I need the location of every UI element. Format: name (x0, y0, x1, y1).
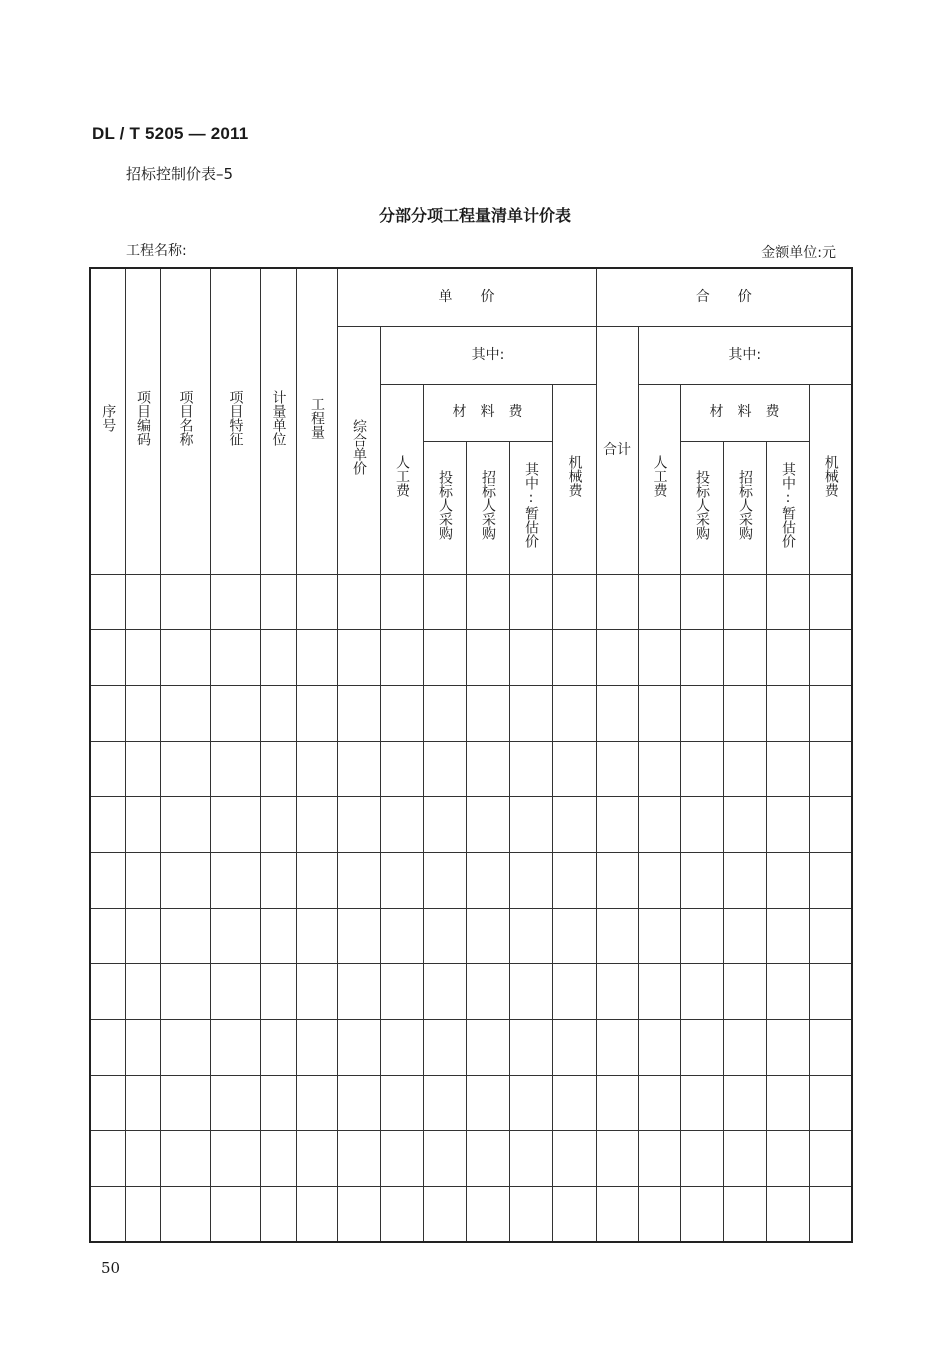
cell-total-machine (809, 964, 852, 1020)
cell-unit-est (509, 1075, 552, 1131)
cell-unit (260, 1131, 296, 1187)
cell-unit-tenderee (466, 964, 509, 1020)
cell-total-est (766, 741, 809, 797)
cell-unit-bidder (423, 852, 466, 908)
pricing-table (89, 267, 853, 1243)
cell-code (125, 1187, 160, 1243)
cell-unit-comp (337, 1131, 380, 1187)
cell-unit-labor (380, 1187, 423, 1243)
cell-unit-machine (552, 630, 596, 686)
cell-unit-bidder (423, 964, 466, 1020)
cell-unit-est (509, 630, 552, 686)
cell-name (160, 741, 210, 797)
project-name-label: 工程名称: (126, 243, 187, 259)
cell-name (160, 630, 210, 686)
cell-name (160, 1187, 210, 1243)
cell-qty (296, 1020, 337, 1076)
cell-total-machine (809, 1131, 852, 1187)
cell-total-est (766, 574, 809, 630)
cell-total-machine (809, 797, 852, 853)
cell-total-est (766, 908, 809, 964)
cell-unit-bidder (423, 685, 466, 741)
cell-feature (210, 1131, 260, 1187)
table-header (90, 268, 852, 574)
col-group-total-of-which: 其中: (638, 326, 852, 384)
table-row (90, 964, 852, 1020)
table-row (90, 574, 852, 630)
cell-seq (90, 574, 125, 630)
cell-total-est (766, 1020, 809, 1076)
col-header-unit-labor: 人工费 (380, 384, 423, 574)
cell-unit-comp (337, 574, 380, 630)
cell-feature (210, 852, 260, 908)
cell-total-machine (809, 685, 852, 741)
table-row (90, 630, 852, 686)
cell-total-tenderee (723, 797, 766, 853)
cell-total-machine (809, 630, 852, 686)
page-title: 分部分项工程量清单计价表 (378, 206, 571, 225)
cell-total-est (766, 852, 809, 908)
cell-total-sum (596, 1131, 638, 1187)
cell-total-est (766, 630, 809, 686)
cell-total-est (766, 685, 809, 741)
cell-unit-comp (337, 852, 380, 908)
cell-unit-bidder (423, 630, 466, 686)
cell-total-sum (596, 630, 638, 686)
cell-unit-est (509, 908, 552, 964)
cell-qty (296, 630, 337, 686)
cell-feature (210, 1075, 260, 1131)
cell-total-labor (638, 574, 680, 630)
col-header-name: 项目名称 (160, 268, 210, 574)
table-row (90, 685, 852, 741)
col-group-unit-material: 材 料 费 (423, 384, 552, 441)
cell-code (125, 797, 160, 853)
cell-unit-comp (337, 630, 380, 686)
cell-unit-bidder (423, 1131, 466, 1187)
cell-total-labor (638, 908, 680, 964)
cell-total-tenderee (723, 964, 766, 1020)
cell-seq (90, 797, 125, 853)
cell-code (125, 1020, 160, 1076)
cell-total-bidder (680, 630, 723, 686)
cell-total-sum (596, 852, 638, 908)
cell-unit (260, 741, 296, 797)
cell-unit-bidder (423, 1187, 466, 1243)
cell-total-bidder (680, 1075, 723, 1131)
cell-unit-est (509, 1131, 552, 1187)
cell-total-bidder (680, 1131, 723, 1187)
cell-total-labor (638, 685, 680, 741)
cell-code (125, 852, 160, 908)
cell-seq (90, 964, 125, 1020)
cell-qty (296, 685, 337, 741)
cell-total-est (766, 1075, 809, 1131)
cell-feature (210, 797, 260, 853)
cell-unit (260, 964, 296, 1020)
cell-total-bidder (680, 797, 723, 853)
col-header-total-sum: 合计 (596, 326, 638, 574)
cell-unit-machine (552, 1131, 596, 1187)
cell-unit (260, 1020, 296, 1076)
cell-feature (210, 741, 260, 797)
cell-unit-est (509, 1187, 552, 1243)
cell-total-machine (809, 852, 852, 908)
cell-total-tenderee (723, 852, 766, 908)
col-header-total-labor: 人工费 (638, 384, 680, 574)
col-header-code: 项目编码 (125, 268, 160, 574)
cell-total-sum (596, 797, 638, 853)
cell-feature (210, 1187, 260, 1243)
table-row (90, 852, 852, 908)
cell-total-tenderee (723, 685, 766, 741)
cell-code (125, 630, 160, 686)
cell-total-tenderee (723, 630, 766, 686)
col-header-unit: 计量单位 (260, 268, 296, 574)
table-row (90, 741, 852, 797)
cell-unit-est (509, 685, 552, 741)
cell-unit-bidder (423, 741, 466, 797)
cell-total-tenderee (723, 908, 766, 964)
cell-unit-tenderee (466, 574, 509, 630)
cell-unit-comp (337, 964, 380, 1020)
cell-unit-labor (380, 1075, 423, 1131)
cell-seq (90, 685, 125, 741)
cell-unit-bidder (423, 1020, 466, 1076)
cell-unit-labor (380, 852, 423, 908)
cell-unit-machine (552, 1075, 596, 1131)
cell-total-bidder (680, 1020, 723, 1076)
cell-total-bidder (680, 908, 723, 964)
cell-unit (260, 574, 296, 630)
cell-unit-est (509, 964, 552, 1020)
cell-unit-bidder (423, 1075, 466, 1131)
cell-qty (296, 1187, 337, 1243)
cell-seq (90, 630, 125, 686)
cell-total-sum (596, 1187, 638, 1243)
col-group-total-material: 材 料 费 (680, 384, 809, 441)
cell-unit-tenderee (466, 1020, 509, 1076)
cell-seq (90, 1187, 125, 1243)
cell-total-labor (638, 797, 680, 853)
table-row (90, 797, 852, 853)
cell-unit-tenderee (466, 797, 509, 853)
cell-seq (90, 1075, 125, 1131)
cell-total-sum (596, 1075, 638, 1131)
cell-seq (90, 1131, 125, 1187)
col-header-total-tenderee: 招标人采购 (723, 441, 766, 574)
cell-unit-bidder (423, 574, 466, 630)
cell-unit-machine (552, 908, 596, 964)
cell-total-machine (809, 1187, 852, 1243)
cell-unit (260, 685, 296, 741)
cell-unit-labor (380, 964, 423, 1020)
cell-unit-labor (380, 574, 423, 630)
cell-name (160, 852, 210, 908)
cell-unit-labor (380, 630, 423, 686)
table-row (90, 1020, 852, 1076)
cell-seq (90, 1020, 125, 1076)
col-header-unit-bidder: 投标人采购 (423, 441, 466, 574)
cell-unit-labor (380, 1020, 423, 1076)
cell-total-bidder (680, 852, 723, 908)
cell-total-bidder (680, 964, 723, 1020)
cell-total-tenderee (723, 1075, 766, 1131)
cell-total-sum (596, 964, 638, 1020)
cell-code (125, 741, 160, 797)
cell-total-labor (638, 741, 680, 797)
cell-feature (210, 964, 260, 1020)
cell-name (160, 1020, 210, 1076)
cell-unit-comp (337, 685, 380, 741)
cell-unit-comp (337, 1187, 380, 1243)
col-header-total-machine: 机械费 (809, 384, 852, 574)
cell-unit-labor (380, 908, 423, 964)
cell-unit-tenderee (466, 908, 509, 964)
cell-total-est (766, 964, 809, 1020)
cell-total-tenderee (723, 741, 766, 797)
cell-total-labor (638, 852, 680, 908)
cell-seq (90, 741, 125, 797)
cell-unit-machine (552, 574, 596, 630)
cell-total-labor (638, 1075, 680, 1131)
col-header-total-bidder: 投标人采购 (680, 441, 723, 574)
cell-unit-machine (552, 741, 596, 797)
cell-unit-machine (552, 685, 596, 741)
cell-unit-tenderee (466, 1075, 509, 1131)
cell-total-bidder (680, 685, 723, 741)
table-row (90, 1187, 852, 1243)
cell-unit-est (509, 1020, 552, 1076)
cell-unit-tenderee (466, 630, 509, 686)
cell-unit-bidder (423, 797, 466, 853)
cell-feature (210, 574, 260, 630)
cell-unit-comp (337, 797, 380, 853)
cell-code (125, 1131, 160, 1187)
cell-name (160, 1075, 210, 1131)
col-header-unit-machine: 机械费 (552, 384, 596, 574)
cell-unit-est (509, 741, 552, 797)
cell-code (125, 1075, 160, 1131)
cell-qty (296, 797, 337, 853)
table-body (90, 574, 852, 1242)
col-header-unit-est: 其中:暂估价 (509, 441, 552, 574)
col-header-total-est: 其中:暂估价 (766, 441, 809, 574)
table-row (90, 1075, 852, 1131)
col-group-unit-price: 单 价 (337, 268, 596, 326)
col-header-feature: 项目特征 (210, 268, 260, 574)
cell-qty (296, 908, 337, 964)
cell-qty (296, 741, 337, 797)
col-group-unit-of-which: 其中: (380, 326, 596, 384)
cell-unit (260, 908, 296, 964)
cell-total-labor (638, 1131, 680, 1187)
cell-unit-comp (337, 741, 380, 797)
cell-name (160, 685, 210, 741)
col-header-qty: 工程量 (296, 268, 337, 574)
cell-total-machine (809, 1020, 852, 1076)
table-row (90, 1131, 852, 1187)
cell-total-sum (596, 908, 638, 964)
col-group-total-price: 合 价 (596, 268, 852, 326)
cell-unit-est (509, 574, 552, 630)
cell-total-sum (596, 1020, 638, 1076)
cell-total-est (766, 1187, 809, 1243)
page-number: 50 (101, 1259, 121, 1277)
cell-code (125, 574, 160, 630)
cell-unit (260, 1187, 296, 1243)
cell-total-machine (809, 908, 852, 964)
cell-name (160, 797, 210, 853)
cell-unit-labor (380, 1131, 423, 1187)
col-header-unit-tenderee: 招标人采购 (466, 441, 509, 574)
cell-total-machine (809, 741, 852, 797)
cell-total-tenderee (723, 1020, 766, 1076)
cell-unit-machine (552, 1187, 596, 1243)
cell-unit (260, 630, 296, 686)
cell-total-tenderee (723, 1131, 766, 1187)
cell-total-sum (596, 685, 638, 741)
cell-seq (90, 852, 125, 908)
cell-total-bidder (680, 574, 723, 630)
currency-unit-label: 金额单位:元 (761, 245, 836, 261)
cell-seq (90, 908, 125, 964)
cell-unit (260, 1075, 296, 1131)
cell-name (160, 964, 210, 1020)
cell-unit-machine (552, 1020, 596, 1076)
form-label: 招标控制价表–5 (126, 165, 234, 183)
cell-total-bidder (680, 741, 723, 797)
cell-name (160, 908, 210, 964)
cell-name (160, 1131, 210, 1187)
cell-unit-bidder (423, 908, 466, 964)
cell-name (160, 574, 210, 630)
col-header-unit-comp: 综合单价 (337, 326, 380, 574)
cell-total-est (766, 797, 809, 853)
cell-total-labor (638, 964, 680, 1020)
cell-unit-labor (380, 685, 423, 741)
cell-feature (210, 685, 260, 741)
cell-feature (210, 1020, 260, 1076)
cell-unit-est (509, 852, 552, 908)
cell-code (125, 964, 160, 1020)
cell-total-labor (638, 1187, 680, 1243)
cell-code (125, 908, 160, 964)
cell-unit-machine (552, 852, 596, 908)
cell-unit-comp (337, 908, 380, 964)
cell-qty (296, 964, 337, 1020)
cell-unit-comp (337, 1075, 380, 1131)
cell-unit-tenderee (466, 1187, 509, 1243)
cell-feature (210, 908, 260, 964)
cell-unit (260, 852, 296, 908)
cell-feature (210, 630, 260, 686)
cell-unit-est (509, 797, 552, 853)
cell-total-machine (809, 574, 852, 630)
cell-unit-tenderee (466, 741, 509, 797)
cell-qty (296, 852, 337, 908)
cell-unit-labor (380, 741, 423, 797)
cell-total-labor (638, 630, 680, 686)
cell-total-sum (596, 741, 638, 797)
table-row (90, 908, 852, 964)
cell-unit (260, 797, 296, 853)
cell-unit-tenderee (466, 1131, 509, 1187)
cell-qty (296, 574, 337, 630)
cell-unit-labor (380, 797, 423, 853)
col-header-seq: 序号 (90, 268, 125, 574)
cell-code (125, 685, 160, 741)
cell-unit-tenderee (466, 852, 509, 908)
cell-total-tenderee (723, 574, 766, 630)
cell-unit-tenderee (466, 685, 509, 741)
standard-code: DL / T 5205 — 2011 (92, 124, 249, 143)
cell-total-bidder (680, 1187, 723, 1243)
cell-total-sum (596, 574, 638, 630)
cell-total-machine (809, 1075, 852, 1131)
cell-qty (296, 1131, 337, 1187)
cell-total-est (766, 1131, 809, 1187)
cell-qty (296, 1075, 337, 1131)
cell-total-tenderee (723, 1187, 766, 1243)
cell-total-labor (638, 1020, 680, 1076)
cell-unit-machine (552, 797, 596, 853)
cell-unit-machine (552, 964, 596, 1020)
cell-unit-comp (337, 1020, 380, 1076)
